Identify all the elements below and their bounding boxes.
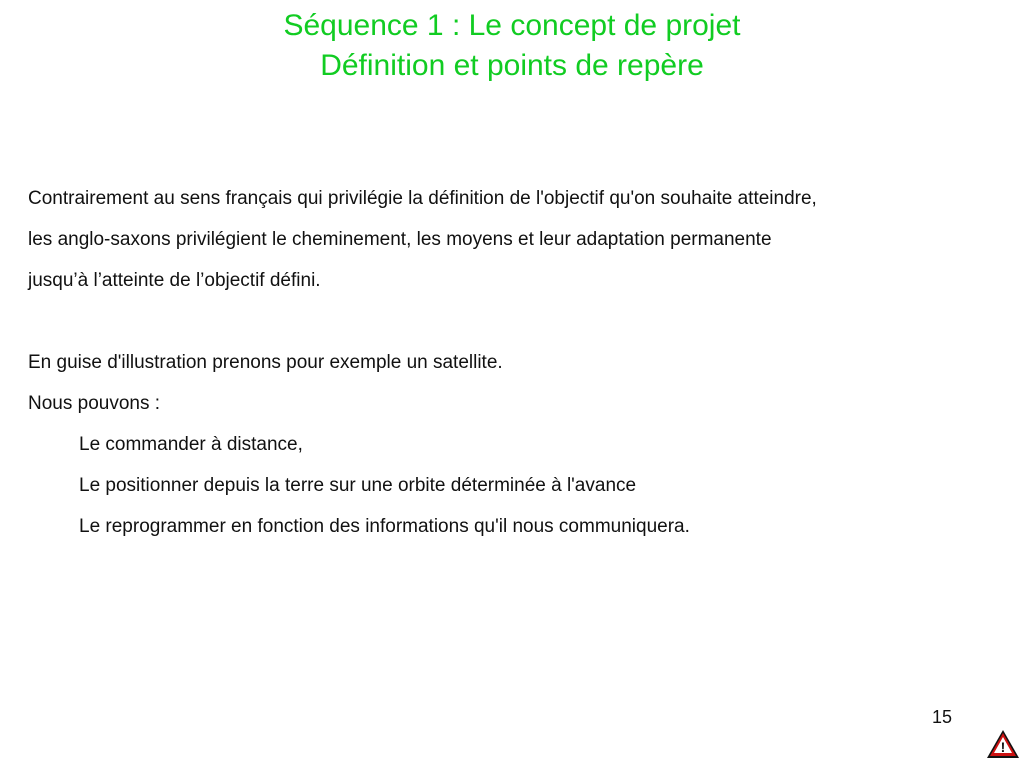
title-line-2: Définition et points de repère bbox=[320, 49, 704, 82]
title-line-1: Séquence 1 : Le concept de projet bbox=[283, 9, 741, 42]
slide-title bbox=[0, 6, 1024, 86]
page-number: 15 bbox=[932, 707, 953, 727]
warning-icon bbox=[985, 728, 1021, 760]
lead-line: Nous pouvons : bbox=[28, 393, 161, 414]
warning-button[interactable] bbox=[985, 728, 1021, 760]
slide-body bbox=[28, 178, 998, 547]
list-item: Le positionner depuis la terre sur une orbite déterminée à l'avance bbox=[79, 475, 637, 496]
list-item: Le commander à distance, bbox=[79, 434, 303, 455]
intro-line: En guise d'illustration prenons pour exemple un satellite. bbox=[28, 352, 503, 373]
list-item: Le reprogrammer en fonction des informations qu'il nous communiquera. bbox=[79, 516, 690, 537]
paragraph-line: Contrairement au sens français qui privilégie la définition de l'objectif qu'on souhaite atteindre, bbox=[28, 188, 817, 209]
paragraph-line: jusqu’à l’atteinte de l’objectif défini. bbox=[28, 270, 321, 291]
paragraph-line: les anglo-saxons privilégient le cheminement, les moyens et leur adaptation permanente bbox=[28, 229, 772, 250]
warning-glyph: ! bbox=[1000, 739, 1006, 755]
spacer bbox=[28, 301, 998, 342]
